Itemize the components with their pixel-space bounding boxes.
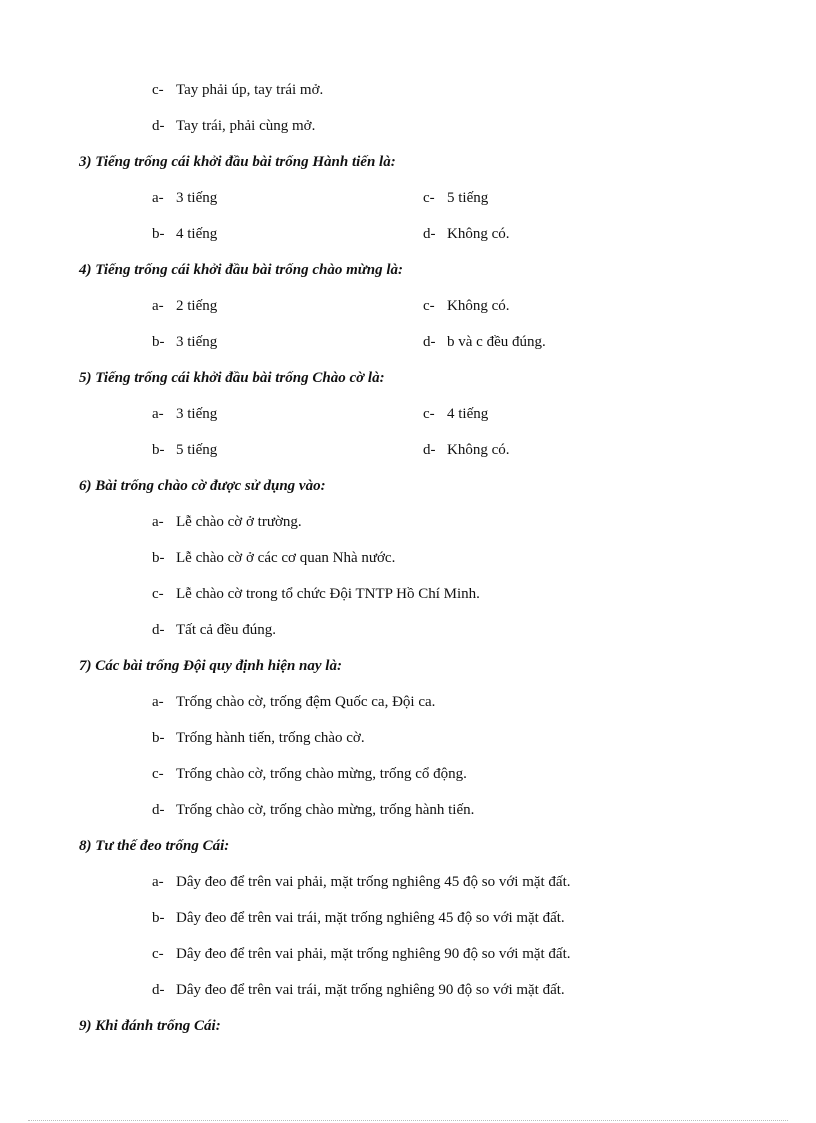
option-letter: c- <box>423 298 435 314</box>
option-text: Dây đeo để trên vai trái, mặt trống nghiêng 90 độ so với mặt đất. <box>176 982 565 998</box>
question-3: 3) Tiếng trống cái khởi đầu bài trống Hành tiến là: <box>79 154 396 170</box>
option-text: Trống hành tiến, trống chào cờ. <box>176 730 365 746</box>
option-text: 3 tiếng <box>176 334 218 350</box>
option-letter: b- <box>152 550 165 566</box>
option-text: 3 tiếng <box>176 190 218 206</box>
option-text: Tay trái, phải cùng mở. <box>176 118 316 134</box>
option-q3-a <box>152 189 217 207</box>
option-q3-b <box>152 225 217 243</box>
page-bottom-divider <box>28 1120 788 1121</box>
option-q4-a <box>152 297 217 315</box>
option-q6-a <box>152 513 302 531</box>
option-text: Tay phải úp, tay trái mở. <box>176 82 324 98</box>
option-text: Dây đeo để trên vai trái, mặt trống nghiêng 45 độ so với mặt đất. <box>176 910 565 926</box>
option-text: 4 tiếng <box>447 406 489 422</box>
option-text: Không có. <box>447 298 510 314</box>
option-q8-d <box>152 981 565 999</box>
option-q4-d <box>423 333 546 351</box>
question-8: 8) Tư thế đeo trống Cái: <box>79 838 230 854</box>
option-letter: a- <box>152 190 164 206</box>
option-text: Dây đeo để trên vai phải, mặt trống nghiêng 45 độ so với mặt đất. <box>176 874 571 890</box>
option-letter: d- <box>152 118 165 134</box>
option-letter: c- <box>152 82 164 98</box>
option-q6-d <box>152 621 276 639</box>
question-5: 5) Tiếng trống cái khởi đầu bài trống Chào cờ là: <box>79 370 385 386</box>
option-letter: d- <box>152 982 165 998</box>
option-q8-a <box>152 873 571 891</box>
option-letter: a- <box>152 406 164 422</box>
question-9: 9) Khi đánh trống Cái: <box>79 1018 221 1034</box>
option-q5-d <box>423 441 510 459</box>
option-letter: a- <box>152 874 164 890</box>
option-letter: d- <box>423 334 436 350</box>
option-text: 3 tiếng <box>176 406 218 422</box>
option-text: Tất cả đều đúng. <box>176 622 276 638</box>
question-7: 7) Các bài trống Đội quy định hiện nay là: <box>79 658 342 674</box>
option-letter: b- <box>152 442 165 458</box>
option-q2-c <box>152 81 323 99</box>
option-text: Lễ chào cờ ở các cơ quan Nhà nước. <box>176 550 396 566</box>
option-letter: b- <box>152 226 165 242</box>
option-q7-d <box>152 801 474 819</box>
option-letter: b- <box>152 334 165 350</box>
option-text: Lễ chào cờ trong tổ chức Đội TNTP Hồ Chí Minh. <box>176 586 480 602</box>
option-letter: a- <box>152 694 164 710</box>
option-q4-c <box>423 297 510 315</box>
option-text: Trống chào cờ, trống chào mừng, trống hành tiến. <box>176 802 475 818</box>
option-text: Lễ chào cờ ở trường. <box>176 514 302 530</box>
question-6: 6) Bài trống chào cờ được sử dụng vào: <box>79 478 326 494</box>
option-q7-a <box>152 693 435 711</box>
option-letter: b- <box>152 910 165 926</box>
option-text: Không có. <box>447 226 510 242</box>
option-q8-b <box>152 909 565 927</box>
option-letter: d- <box>423 226 436 242</box>
option-q2-d <box>152 117 315 135</box>
option-letter: d- <box>152 802 165 818</box>
option-q3-d <box>423 225 510 243</box>
option-q5-b <box>152 441 217 459</box>
option-q7-b <box>152 729 365 747</box>
option-text: Trống chào cờ, trống chào mừng, trống cổ động. <box>176 766 467 782</box>
option-text: 2 tiếng <box>176 298 218 314</box>
option-text: Trống chào cờ, trống đệm Quốc ca, Đội ca. <box>176 694 436 710</box>
option-letter: b- <box>152 730 165 746</box>
option-q5-a <box>152 405 217 423</box>
option-q7-c <box>152 765 467 783</box>
option-letter: c- <box>423 190 435 206</box>
option-letter: a- <box>152 514 164 530</box>
option-letter: d- <box>152 622 165 638</box>
option-letter: c- <box>152 586 164 602</box>
option-q8-c <box>152 945 571 963</box>
option-text: 5 tiếng <box>447 190 489 206</box>
question-4: 4) Tiếng trống cái khởi đầu bài trống chào mừng là: <box>79 262 404 278</box>
option-letter: d- <box>423 442 436 458</box>
option-text: b và c đều đúng. <box>447 334 546 350</box>
option-text: 5 tiếng <box>176 442 218 458</box>
option-q5-c <box>423 405 488 423</box>
option-q6-b <box>152 549 395 567</box>
option-text: Không có. <box>447 442 510 458</box>
option-text: Dây đeo để trên vai phải, mặt trống nghiêng 90 độ so với mặt đất. <box>176 946 571 962</box>
option-letter: c- <box>423 406 435 422</box>
option-letter: c- <box>152 766 164 782</box>
option-q4-b <box>152 333 217 351</box>
option-q3-c <box>423 189 488 207</box>
option-letter: a- <box>152 298 164 314</box>
option-text: 4 tiếng <box>176 226 218 242</box>
option-q6-c <box>152 585 480 603</box>
option-letter: c- <box>152 946 164 962</box>
